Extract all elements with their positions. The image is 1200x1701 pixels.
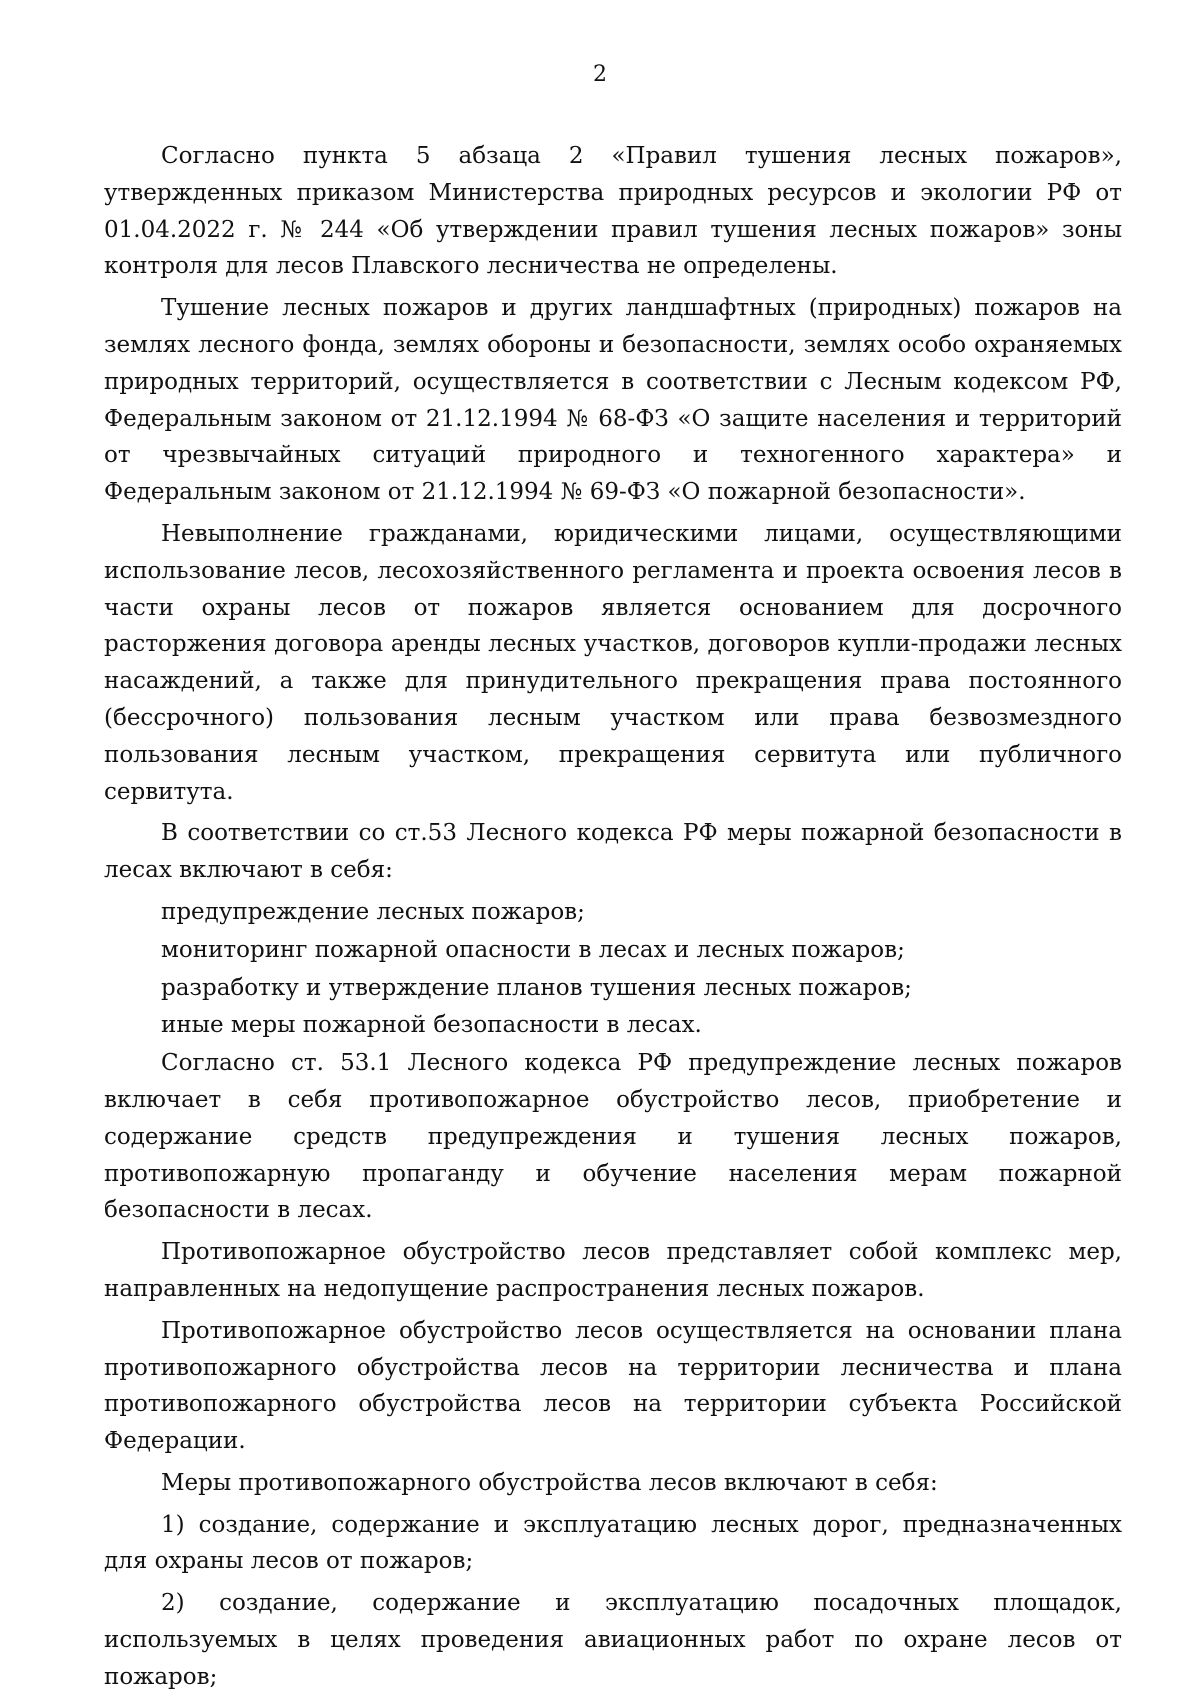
paragraph-fire-arrangement-definition: Противопожарное обустройство лесов представляет собой комплекс мер, направленных на недопущение распространения лесных пожаров.	[104, 1239, 1122, 1302]
paragraph-arrangement-measures-intro: Меры противопожарного обустройства лесов включают в себя:	[161, 1469, 938, 1496]
paragraph-fire-extinguishing-legal-basis: Тушение лесных пожаров и других ландшафтных (природных) пожаров на землях лесного фонда, землях обороны и безопасности, землях особо охраняемых природных территорий, осуществляется в соответствии с Лесным кодексом РФ, Федеральным законом от 21.12.1994 № 68-ФЗ «О защите населения и территорий от чрезвычайных ситуаций природного и техногенного характера» и Федеральным законом от 21.12.1994 № 69-ФЗ «О пожарной безопасности».	[104, 295, 1122, 506]
list-item-other-measures: иные меры пожарной безопасности в лесах.	[161, 1012, 702, 1039]
list-item-extinguishing-plans: разработку и утверждение планов тушения лесных пожаров;	[161, 974, 912, 1001]
paragraph-fire-arrangement-plans: Противопожарное обустройство лесов осуществляется на основании плана противопожарного обустройства лесов на территории лесничества и плана противопожарного обустройства лесов на территории субъекта Российской Федерации.	[104, 1317, 1122, 1455]
document-body	[104, 138, 1122, 1701]
list-item-fire-prevention: предупреждение лесных пожаров;	[161, 898, 585, 925]
paragraph-fire-prevention-scope: Согласно ст. 53.1 Лесного кодекса РФ предупреждение лесных пожаров включает в себя противопожарное обустройство лесов, приобретение и содержание средств предупреждения и тушения лесных пожаров, противопожарную пропаганду и обучение населения мерам пожарной безопасности в лесах.	[104, 1050, 1122, 1224]
list-item-landing-sites: 2) создание, содержание и эксплуатацию посадочных площадок, используемых в целях проведения авиационных работ по охране лесов от пожаров;	[104, 1590, 1122, 1690]
list-item-fire-monitoring: мониторинг пожарной опасности в лесах и лесных пожаров;	[161, 936, 905, 963]
paragraph-non-compliance-consequences: Невыполнение гражданами, юридическими лицами, осуществляющими использование лесов, лесохозяйственного регламента и проекта освоения лесов в части охраны лесов от пожаров является основанием для досрочного расторжения договора аренды лесных участков, договоров купли-продажи лесных насаждений, а также для принудительного прекращения права постоянного (бессрочного) пользования лесным участком или права безвозмездного пользования лесным участком, прекращения сервитута или публичного сервитута.	[104, 520, 1122, 805]
list-item-forest-roads: 1) создание, содержание и эксплуатацию лесных дорог, предназначенных для охраны лесов от пожаров;	[104, 1511, 1122, 1575]
paragraph-fire-safety-measures-intro: В соответствии со ст.53 Лесного кодекса РФ меры пожарной безопасности в лесах включают в себя:	[104, 820, 1122, 884]
page-number: 2	[593, 62, 607, 87]
paragraph-fire-rules-reference: Согласно пункта 5 абзаца 2 «Правил тушения лесных пожаров», утвержденных приказом Министерства природных ресурсов и экологии РФ от 01.04.2022 г. № 244 «Об утверждении правил тушения лесных пожаров» зоны контроля для лесов Плавского лесничества не определены.	[104, 143, 1122, 280]
